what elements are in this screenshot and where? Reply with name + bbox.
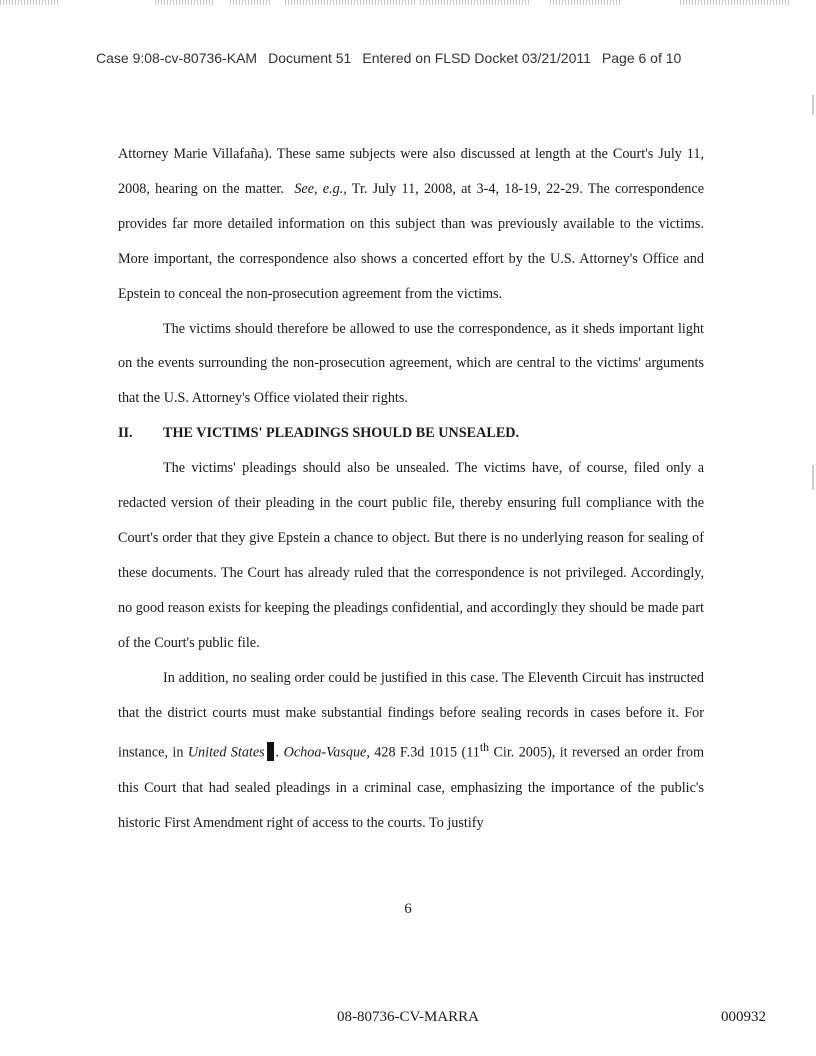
case-name-part-1: United States xyxy=(187,745,265,762)
docket-header xyxy=(96,50,736,66)
scan-artifact-strip xyxy=(0,0,816,8)
paragraph-4: In addition, no sealing order could be justified in this case. The Eleventh Circuit has instructed that the district courts must make substantial findings before sealing records in cases before it. For instance, in United States . Ochoa-Vasque, 428 F.3d 1015 (11th Cir. 2005), it reversed an order from this Court that had sealed pleadings in a criminal case, emphasizing the importance of the public's historic First Amendment right of access to the courts. To justify xyxy=(118,669,704,831)
paragraph-3: The victims' pleadings should also be unsealed. The victims have, of course, filed only a redacted version of their pleading in the court public file, thereby ensuring full compliance with the Court's order that they give Epstein a chance to object. But there is no underlying reason for sealing of these documents. The Court has already ruled that the correspondence is not privileged. Accordingly, no good reason exists for keeping the pleadings confidential, and accordingly they should be made part of the Court's public file. xyxy=(118,460,704,651)
scan-edge-mark xyxy=(812,95,814,115)
paragraph-2: The victims should therefore be allowed to use the correspondence, as it sheds important light on the events surrounding the non-prosecution agreement, which are central to the victims' arguments that the U.S. Attorney's Office violated their rights. xyxy=(118,320,704,407)
section-title: THE VICTIMS' PLEADINGS SHOULD BE UNSEALED. xyxy=(163,425,520,442)
case-number: Case 9:08-cv-80736-KAM xyxy=(96,50,258,66)
bates-case-number: 08-80736-CV-MARRA xyxy=(337,1009,479,1025)
scan-edge-mark xyxy=(812,465,814,490)
document-body xyxy=(118,137,704,841)
page-of: Page 6 of 10 xyxy=(601,50,682,66)
section-heading xyxy=(118,416,704,451)
paragraph-1: Attorney Marie Villafaña). These same subjects were also discussed at length at the Court's July 11, 2008, hearing on the matter. See, e.g., Tr. July 11, 2008, at 3-4, 18-19, 22-29. The correspondence provides far more detailed information on this subject than was previously available to the victims. More important, the correspondence also shows a concerted effort by the U.S. Attorney's Office and Epstein to conceal the non-prosecution agreement from the victims. xyxy=(118,146,704,302)
docket-entry: Entered on FLSD Docket 03/21/2011 xyxy=(362,50,591,66)
bates-number: 000932 xyxy=(721,1009,766,1025)
document-number: Document 51 xyxy=(268,50,352,66)
redaction-block xyxy=(267,742,274,761)
page-number: 6 xyxy=(404,901,412,917)
case-name-part-2: . Ochoa-Vasque xyxy=(275,745,367,762)
section-number: II. xyxy=(118,425,133,442)
